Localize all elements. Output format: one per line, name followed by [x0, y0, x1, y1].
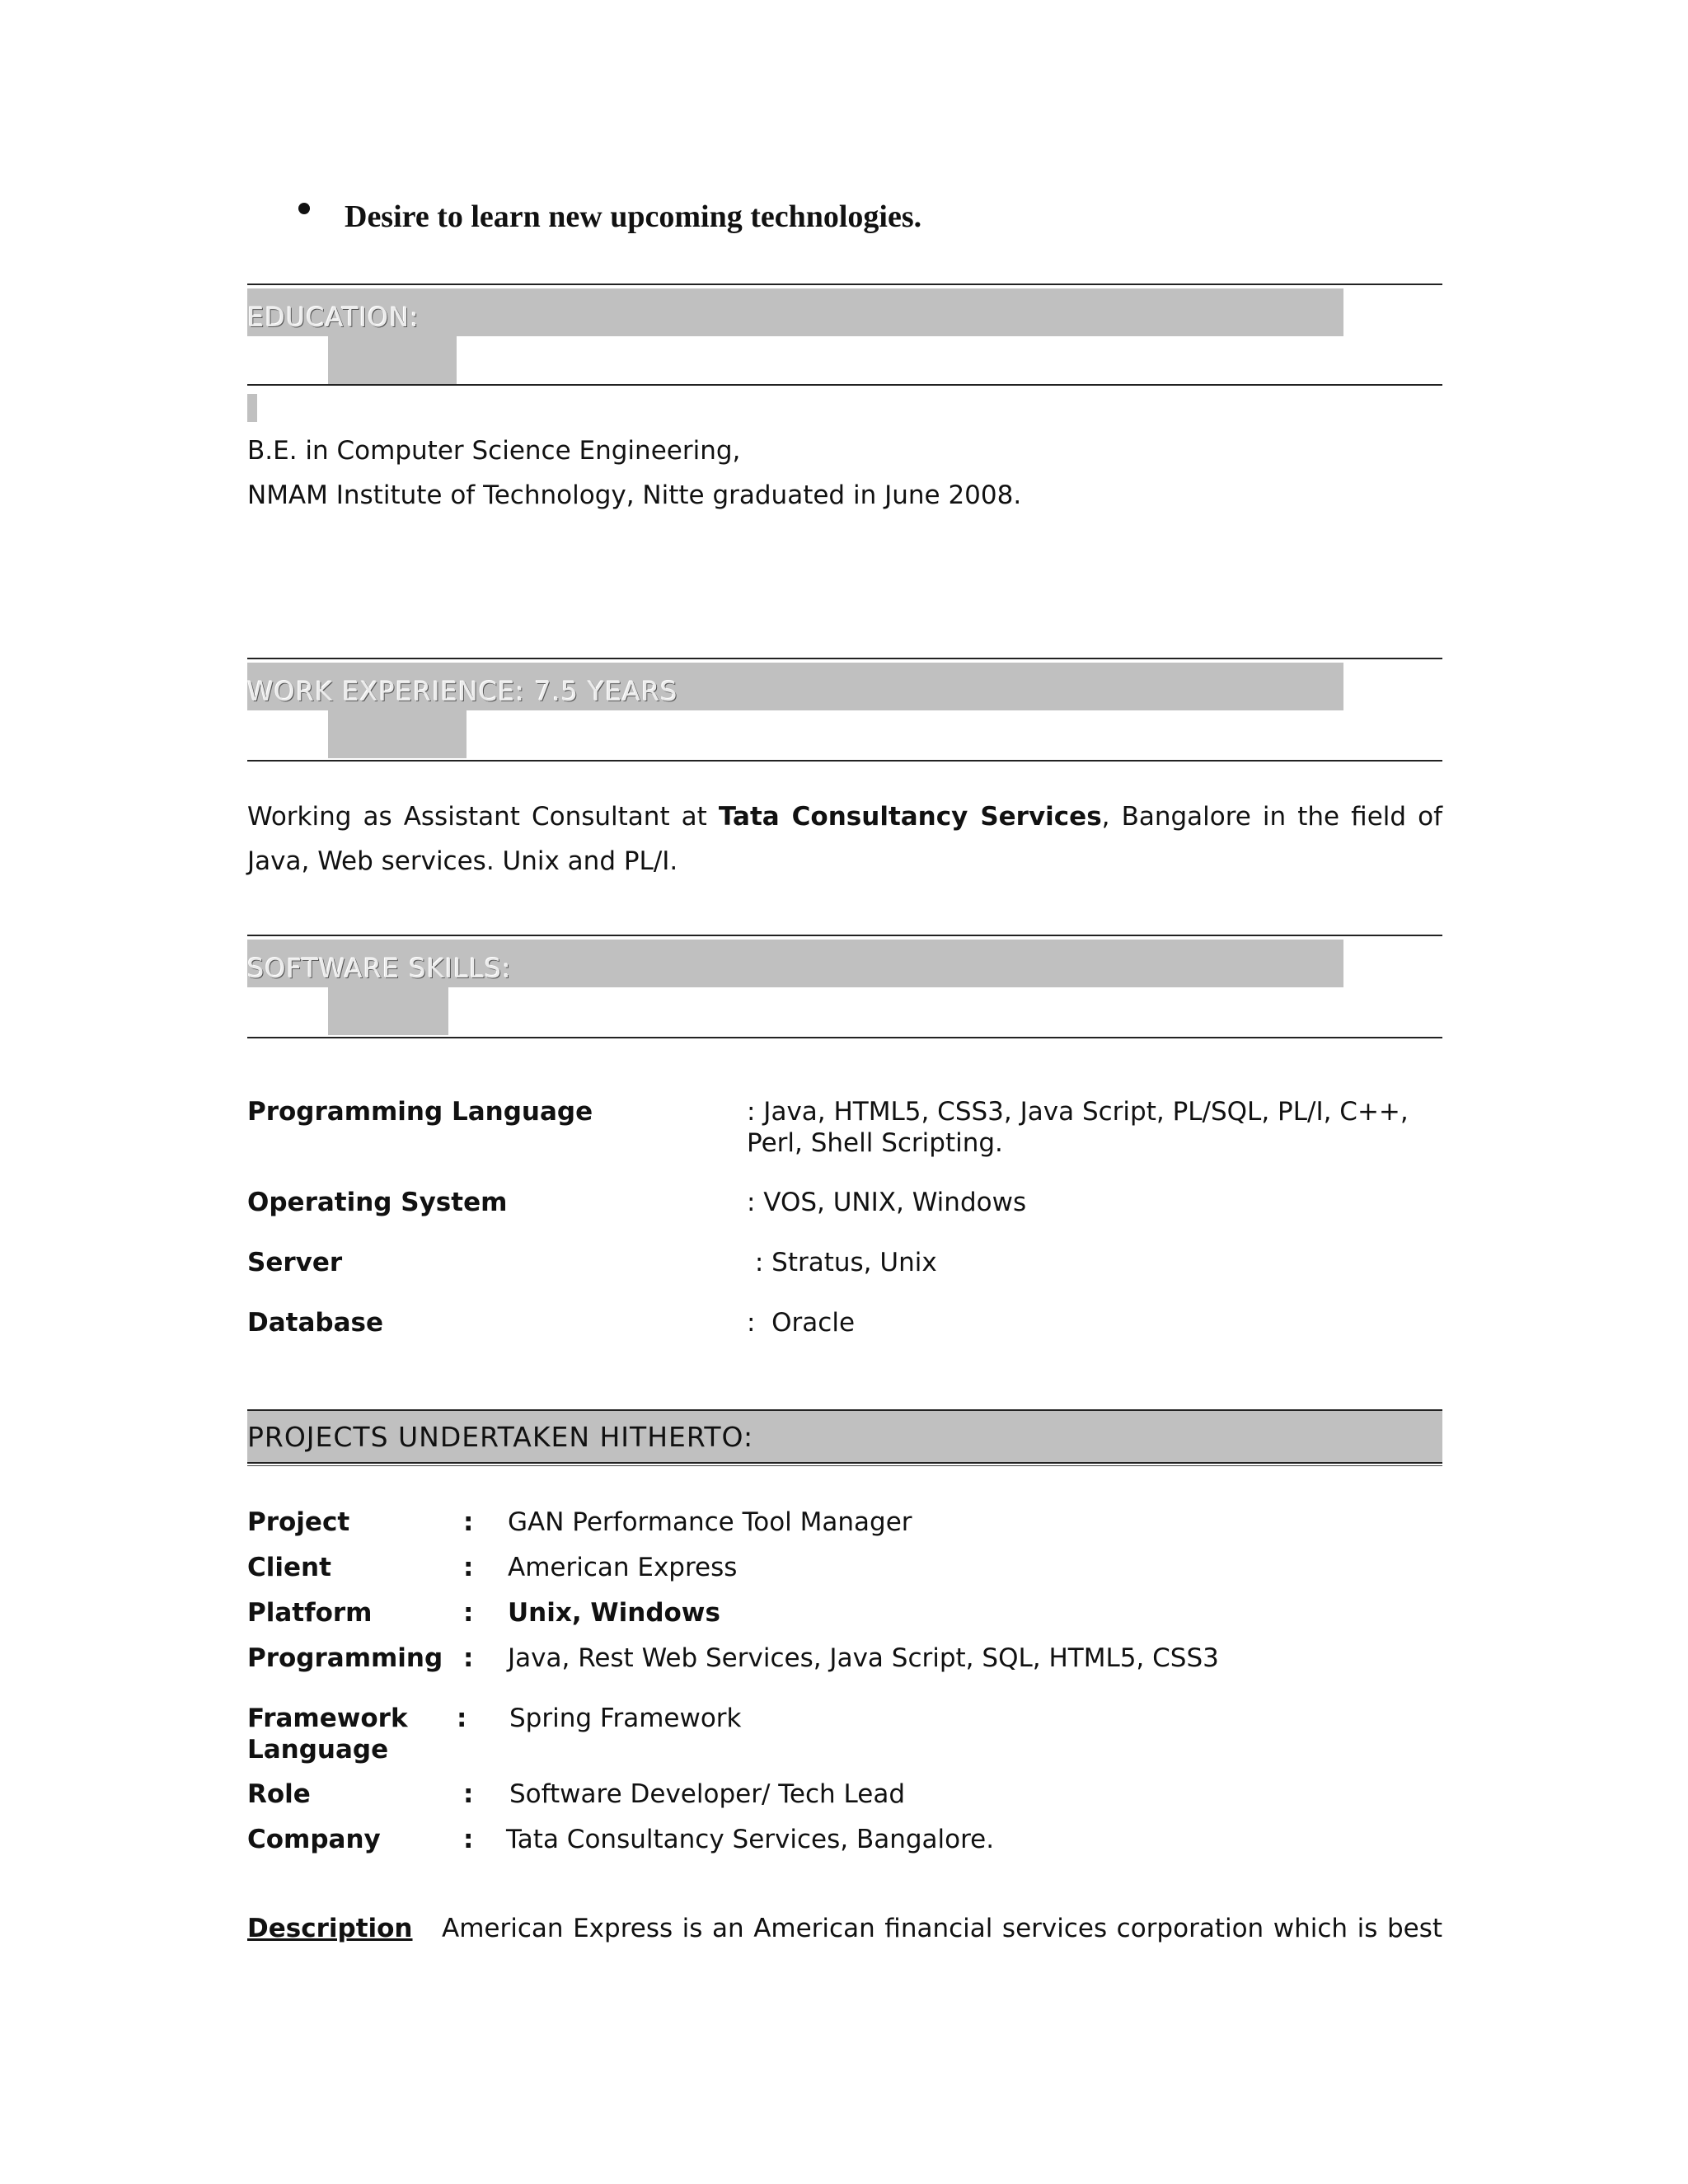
- experience-paragraph: [247, 794, 1442, 883]
- skill-label-server: Server: [247, 1248, 343, 1277]
- education-bottom-rule: [247, 384, 1442, 386]
- education-marker: [247, 394, 257, 422]
- skills-top-rule: [247, 935, 1442, 936]
- skill-value-os: : VOS, UNIX, Windows: [747, 1188, 1027, 1217]
- client-colon: :: [463, 1553, 474, 1582]
- role-value: Software Developer/ Tech Lead: [509, 1779, 906, 1809]
- project-value: GAN Performance Tool Manager: [508, 1507, 912, 1537]
- education-heading-tab: [328, 336, 457, 384]
- projects-bottom-rule: [247, 1462, 1442, 1464]
- experience-heading-tab: [328, 710, 467, 758]
- education-degree: B.E. in Computer Science Engineering,: [247, 436, 741, 466]
- project-colon: :: [463, 1507, 474, 1537]
- role-label: Role: [247, 1779, 311, 1809]
- skill-label-os: Operating System: [247, 1188, 508, 1217]
- experience-company: Tata Consultancy Services: [718, 802, 1102, 832]
- company-value: Tata Consultancy Services, Bangalore.: [506, 1825, 995, 1854]
- framework-label-line1: Framework: [247, 1704, 408, 1733]
- programming-colon: :: [463, 1643, 474, 1673]
- experience-top-rule: [247, 658, 1442, 659]
- project-label: Project: [247, 1507, 350, 1537]
- client-label: Client: [247, 1553, 331, 1582]
- programming-value: Java, Rest Web Services, Java Script, SQL, HTML5, CSS3: [508, 1643, 1219, 1673]
- programming-label: Programming: [247, 1643, 443, 1673]
- experience-text-before: Working as Assistant Consultant at: [247, 802, 719, 832]
- platform-label: Platform: [247, 1598, 373, 1628]
- experience-text-after: , Bangalore in the field of Java, Web services. Unix and PL/I.: [247, 802, 1442, 876]
- role-colon: :: [463, 1779, 474, 1809]
- skills-heading: SOFTWARE SKILLS:: [247, 953, 512, 984]
- skill-value-server: : Stratus, Unix: [747, 1248, 937, 1277]
- skill-value-programming: : Java, HTML5, CSS3, Java Script, PL/SQL, PL/I, C++, Perl, Shell Scripting.: [747, 1097, 1409, 1158]
- skill-label-database: Database: [247, 1308, 383, 1338]
- description-label: Description: [247, 1914, 413, 1943]
- company-colon: :: [463, 1825, 474, 1854]
- platform-value: Unix, Windows: [508, 1598, 720, 1628]
- skill-label-programming: Programming Language: [247, 1097, 593, 1127]
- client-value: American Express: [508, 1553, 738, 1582]
- projects-bottom-rule-inner: [247, 1465, 1442, 1466]
- framework-label-line2: Language: [247, 1735, 389, 1765]
- objective-bullet-text: Desire to learn new upcoming technologies.: [345, 199, 922, 234]
- experience-bottom-rule: [247, 760, 1442, 762]
- skills-bottom-rule: [247, 1037, 1442, 1038]
- description-text: American Express is an American financial services corporation which is best: [442, 1914, 1442, 1943]
- projects-heading: PROJECTS UNDERTAKEN HITHERTO:: [247, 1421, 754, 1453]
- company-label: Company: [247, 1825, 381, 1854]
- bullet-dot: [298, 203, 310, 214]
- experience-heading: WORK EXPERIENCE: 7.5 YEARS: [247, 676, 678, 707]
- platform-colon: :: [463, 1598, 474, 1628]
- education-heading: EDUCATION:: [247, 302, 420, 333]
- education-institute: NMAM Institute of Technology, Nitte graduated in June 2008.: [247, 480, 1022, 510]
- skill-value-database: : Oracle: [747, 1308, 856, 1338]
- skills-heading-tab: [328, 987, 448, 1035]
- framework-value: Spring Framework: [509, 1704, 742, 1733]
- education-top-rule: [247, 284, 1442, 285]
- framework-colon: :: [457, 1704, 467, 1733]
